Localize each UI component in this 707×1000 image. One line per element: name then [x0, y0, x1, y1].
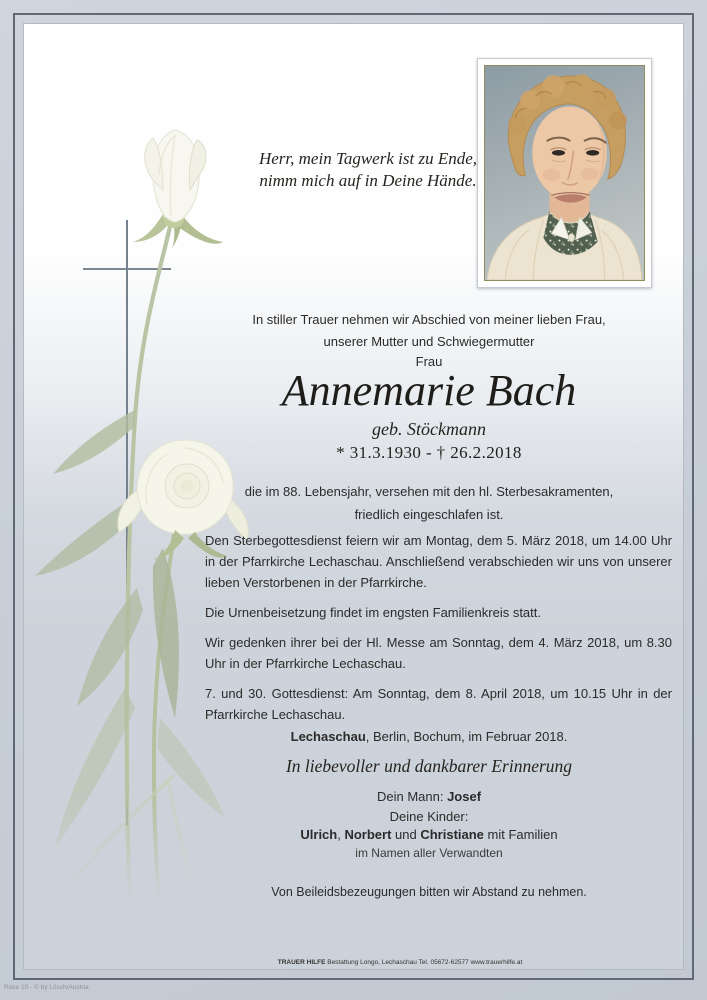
funeral-home-footer: [90, 959, 707, 966]
quote-line-2: nimm mich auf in Deine Hände.: [259, 171, 477, 190]
children-separator: ,: [337, 827, 345, 842]
intro-line-2: unserer Mutter und Schwiegermutter: [323, 334, 535, 349]
children-line: [179, 824, 679, 846]
relatives-line: im Namen aller Verwandten: [355, 846, 503, 860]
service-paragraph: Wir gedenken ihrer bei der Hl. Messe am Sonntag, dem 4. März 2018, um 8.30 Uhr in der Pfarrkirche Lechaschau.: [205, 635, 672, 671]
opening-quote: [233, 148, 503, 192]
quote-line-1: Herr, mein Tagwerk ist zu Ende,: [258, 149, 477, 168]
husband-name: Josef: [447, 789, 482, 804]
service-paragraph: Den Sterbegottesdienst feiern wir am Montag, dem 5. März 2018, um 14.00 Uhr in der Pfarrkirche Lechaschau. Anschließend verabschieden wir uns von unserer lieben Verstorbenen in der Pfarrkirche.: [205, 533, 672, 590]
child-name: Ulrich: [300, 827, 338, 842]
maiden-name: geb. Stöckmann: [372, 419, 486, 439]
death-line-2: friedlich eingeschlafen ist.: [354, 507, 504, 522]
funeral-home-brand: TRAUER HILFE: [277, 959, 326, 966]
city-date-line: [179, 726, 679, 748]
city-rest: , Berlin, Bochum, im Februar 2018.: [365, 729, 568, 744]
funeral-home-info: Bestattung Longo, Lechaschau Tel. 05672-62577 www.trauerhilfe.at: [325, 959, 523, 966]
children-separator: und: [391, 827, 421, 842]
children-label: Deine Kinder:: [389, 809, 469, 824]
deceased-name: Annemarie Bach: [281, 366, 577, 415]
service-paragraph: 7. und 30. Gottesdienst: Am Sonntag, dem 8. April 2018, um 10.15 Uhr in der Pfarrkirche Lechaschau.: [205, 686, 672, 722]
service-details: [205, 530, 672, 734]
salutation: Frau: [415, 354, 443, 369]
announcement-intro: [179, 309, 679, 353]
children-suffix: mit Familien: [483, 827, 558, 842]
husband-line: [179, 786, 679, 808]
husband-label: Dein Mann:: [376, 789, 448, 804]
city-name: Lechaschau: [290, 729, 366, 744]
child-name: Christiane: [420, 827, 484, 842]
death-statement: [179, 480, 679, 526]
death-line-1: die im 88. Lebensjahr, versehen mit den hl. Sterbesakramenten,: [244, 484, 614, 499]
print-credit: Rose 10 - © by Lösch/Austria: [4, 984, 89, 991]
intro-line-1: In stiller Trauer nehmen wir Abschied von meiner lieben Frau,: [252, 312, 606, 327]
remembrance-line: In liebevoller und dankbarer Erinnerung: [285, 756, 573, 776]
child-name: Norbert: [344, 827, 392, 842]
life-dates: * 31.3.1930 - † 26.2.2018: [336, 443, 522, 462]
service-paragraph: Die Urnenbeisetzung findet im engsten Familienkreis statt.: [205, 605, 541, 620]
condolence-note: Von Beileidsbezeugungen bitten wir Abstand zu nehmen.: [271, 885, 587, 899]
